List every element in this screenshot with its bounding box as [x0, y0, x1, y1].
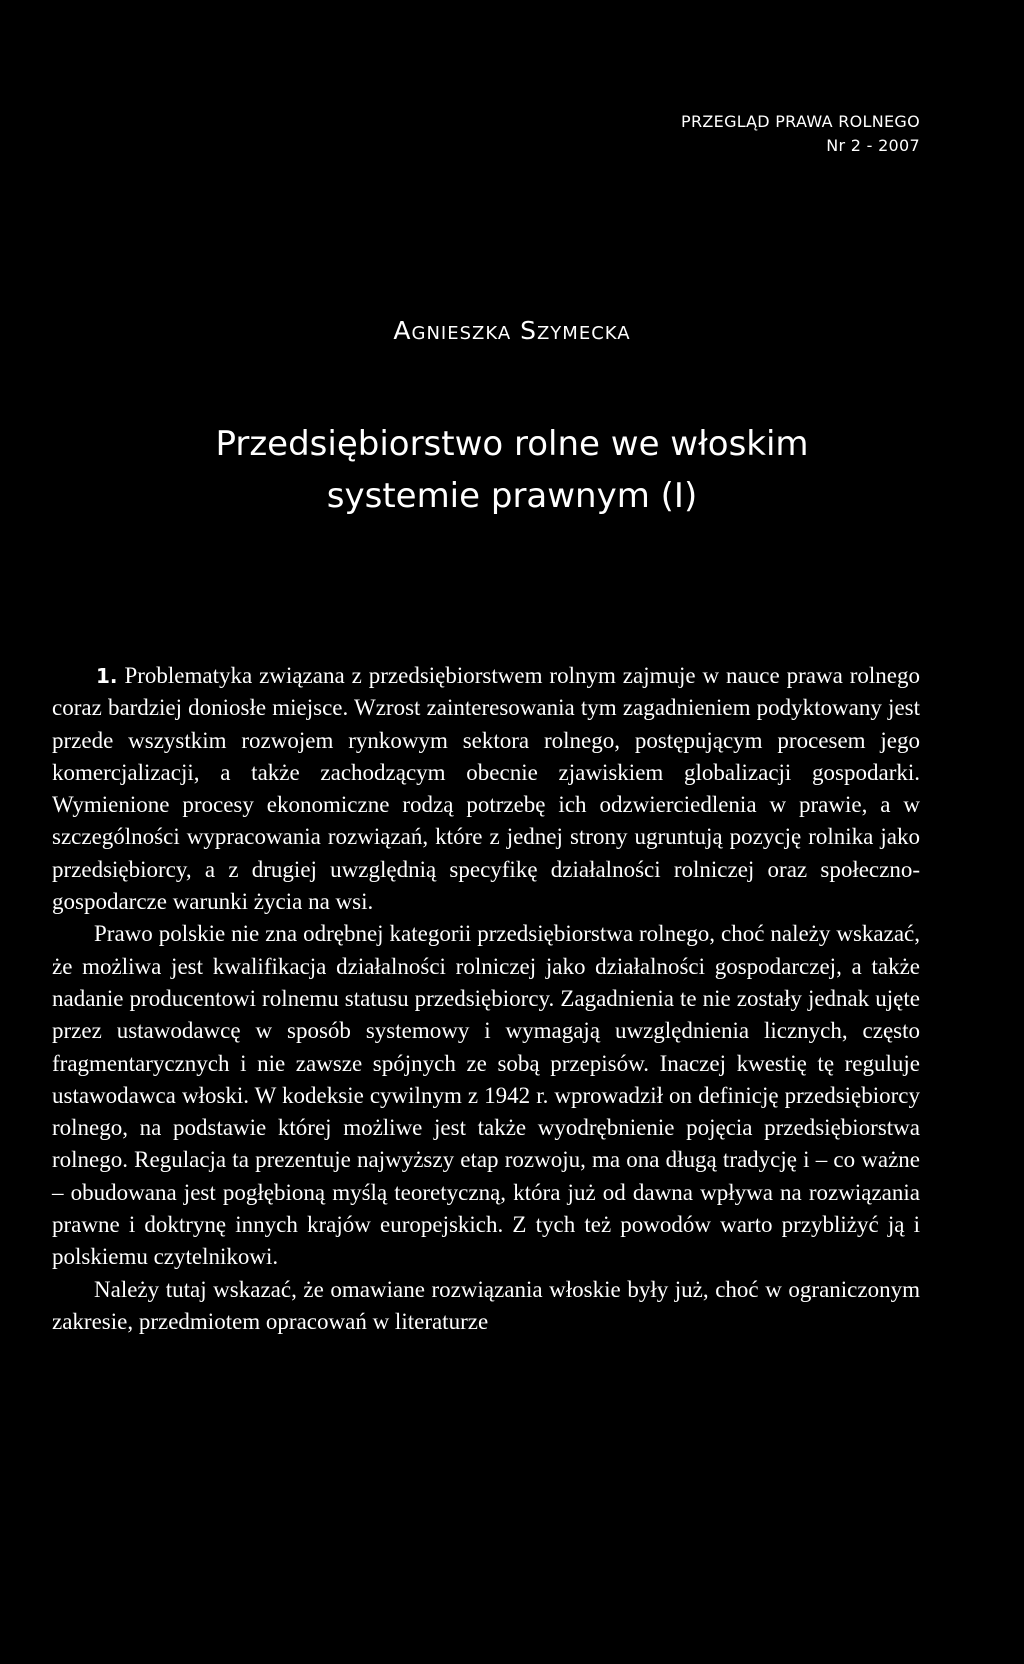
article-body	[52, 660, 920, 1338]
journal-issue: Nr 2 - 2007	[826, 136, 920, 155]
paragraph-1	[52, 660, 920, 918]
article-title	[0, 418, 1024, 522]
article-title-line-2: systemie prawnym (I)	[326, 476, 698, 516]
paragraph-1-text: Problematyka związana z przedsiębiorstwem rolnym zajmuje w nauce prawa rolnego coraz bardziej doniosłe miejsce. Wzrost zainteresowania tym zagadnieniem podyktowany jest przede wszystkim rozwojem rynkowym sektora rolnego, postępującym procesem jego komercjalizacji, a także zachodzącym obecnie zjawiskiem globalizacji gospodarki. Wymienione procesy ekonomiczne rodzą potrzebę ich odzwierciedlenia w prawie, a w szczególności wypracowania rozwiązań, które z jednej strony ugruntują pozycję rolnika jako przedsiębiorcy, a z drugiej uwzględnią specyfikę działalności rolniczej oraz społeczno-gospodarcze warunki życia na wsi.	[52, 663, 920, 915]
journal-name: PRZEGLĄD PRAWA ROLNEGO	[681, 112, 920, 131]
paragraph-3: Należy tutaj wskazać, że omawiane rozwiązania włoskie były już, choć w ograniczonym zakresie, przedmiotem opracowań w literaturze	[52, 1276, 920, 1334]
article-title-line-1: Przedsiębiorstwo rolne we włoskim	[215, 424, 809, 464]
section-number: 1.	[96, 664, 118, 688]
running-header	[681, 110, 920, 158]
paragraph-2: Prawo polskie nie zna odrębnej kategorii przedsiębiorstwa rolnego, choć należy wskazać, że możliwa jest kwalifikacja działalności rolniczej jako działalności gospodarczej, a także nadanie producentowi rolnemu statusu przedsiębiorcy. Zagadnienia te nie zostały jednak ujęte przez ustawodawcę w sposób systemowy i wymagają uwzględnienia licznych, często fragmentarycznych i nie zawsze spójnych ze sobą przepisów. Inaczej kwestię tę reguluje ustawodawca włoski. W kodeksie cywilnym z 1942 r. wprowadził on definicję przedsiębiorcy rolnego, na podstawie której możliwe jest także wyodrębnienie pojęcia przedsiębiorstwa rolnego. Regulacja ta prezentuje najwyższy etap rozwoju, ma ona długą tradycję i – co ważne – obudowana jest pogłębioną myślą teoretyczną, która już od dawna wpływa na rozwiązania prawne i doktrynę innych krajów europejskich. Z tych też powodów warto przybliżyć ją i polskiemu czytelnikowi.	[52, 921, 920, 1270]
author-name: Agnieszka Szymecka	[393, 316, 631, 345]
